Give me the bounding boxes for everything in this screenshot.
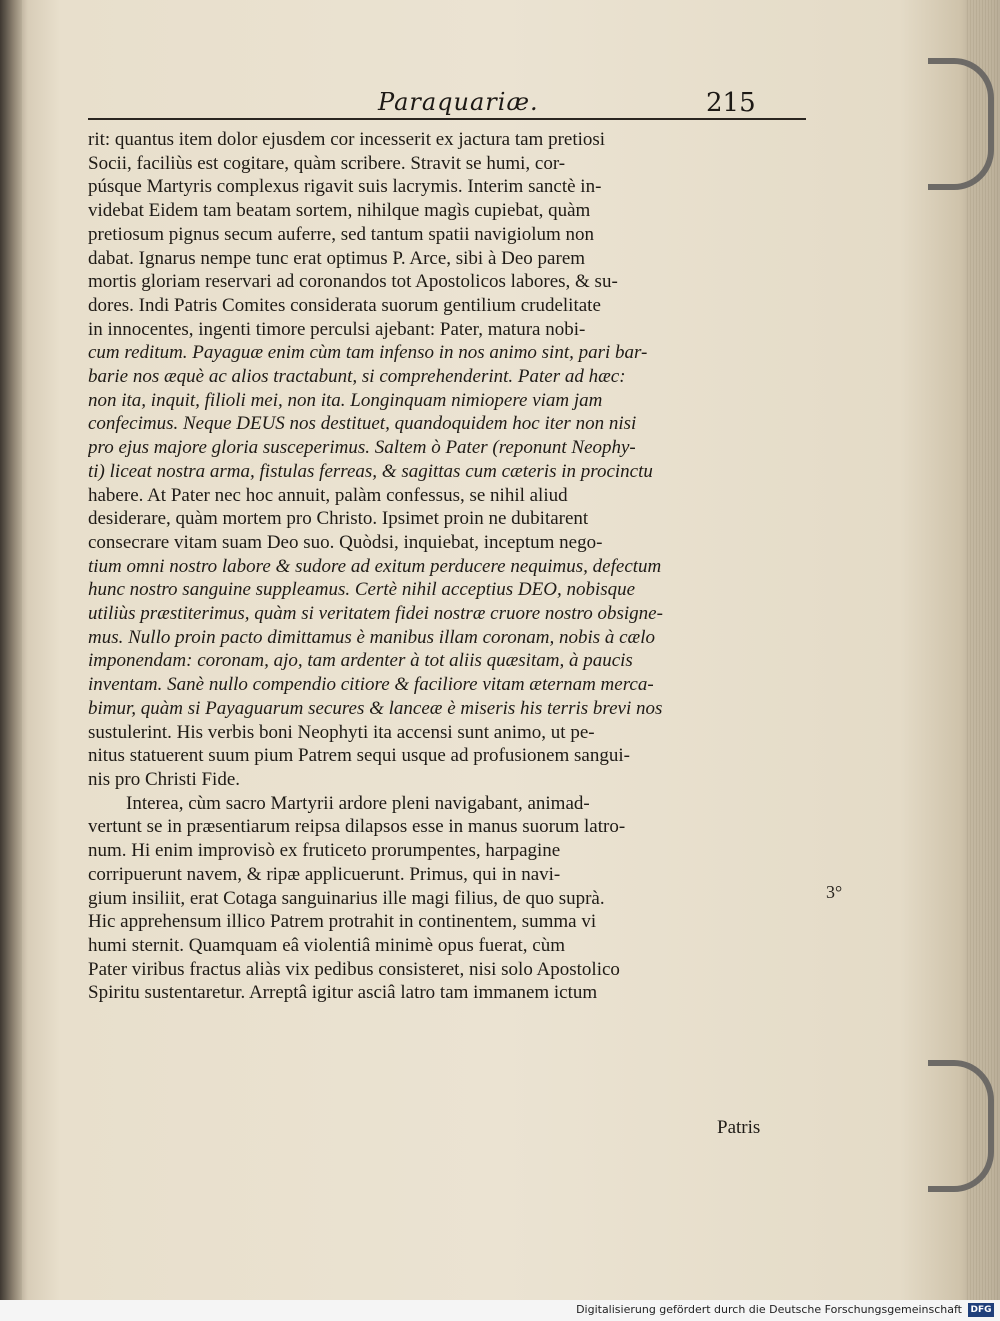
text-line: Hic apprehensum illico Patrem protrahit in continentem, summa vi bbox=[88, 911, 597, 933]
text-line: rit: quantus item dolor ejusdem cor incesserit ex jactura tam pretiosi bbox=[88, 129, 606, 150]
text-line: nitus statuerent suum pium Patrem sequi usque ad profusionem sangui- bbox=[88, 745, 630, 767]
text-line: vertunt se in præsentiarum reipsa dilapsos esse in manus suorum latro- bbox=[88, 816, 626, 838]
text-line: utiliùs præstiterimus, quàm si veritatem fidei nostræ cruore nostro obsigne- bbox=[88, 603, 663, 625]
text-line: dores. Indi Patris Comites considerata suorum gentilium crudelitate bbox=[88, 294, 601, 316]
binding-edge bbox=[0, 0, 22, 1300]
text-line: habere. At Pater nec hoc annuit, palàm confessus, se nihil aliud bbox=[88, 484, 568, 506]
text-line: confecimus. Neque DEUS nos destituet, quandoquidem hoc iter non nisi bbox=[88, 413, 637, 435]
text-line: pro ejus majore gloria susceperimus. Saltem ò Pater (reponunt Neophy- bbox=[88, 437, 636, 459]
margin-note: 3° bbox=[826, 882, 843, 902]
catchword: Patris bbox=[717, 1117, 761, 1138]
text-line: sustulerint. His verbis boni Neophyti ita accensi sunt animo, ut pe- bbox=[88, 721, 595, 743]
text-line: dabat. Ignarus nempe tunc erat optimus P. Arce, sibi à Deo parem bbox=[88, 247, 586, 269]
text-line: num. Hi enim improvisò ex fruticeto prorumpentes, harpagine bbox=[88, 840, 561, 862]
text-line: Pater viribus fractus aliàs vix pedibus consisteret, nisi solo Apostolico bbox=[88, 958, 620, 980]
text-line: hunc nostro sanguine suppleamus. Certè nihil acceptius DEO, nobisque bbox=[88, 579, 636, 601]
text-line: barie nos æquè ac alios tractabunt, si comprehenderint. Pater ad hæc: bbox=[88, 366, 626, 388]
text-line: Socii, faciliùs est cogitare, quàm scribere. Stravit se humi, cor- bbox=[88, 152, 566, 174]
running-title: Paraquariæ. bbox=[378, 88, 539, 116]
body-text bbox=[88, 128, 808, 1005]
text-line: púsque Martyris complexus rigavit suis lacrymis. Interim sanctè in- bbox=[88, 176, 602, 198]
text-line: cum reditum. Payaguæ enim cùm tam infenso in nos animo sint, pari bar- bbox=[88, 342, 648, 364]
page-number: 215 bbox=[706, 88, 756, 118]
text-line: desiderare, quàm mortem pro Christo. Ipsimet proin ne dubitarent bbox=[88, 508, 589, 530]
text-line: humi sternit. Quamquam eâ violentiâ minimè opus fuerat, cùm bbox=[88, 934, 565, 956]
text-line: Spiritu sustentaretur. Arreptâ igitur asciâ latro tam immanem ictum bbox=[88, 982, 598, 1004]
text-line: ti) liceat nostra arma, fistulas ferreas, & sagittas cum cæteris in procinctu bbox=[88, 460, 653, 482]
digitization-footer bbox=[0, 1300, 1000, 1321]
text-line: bimur, quàm si Payaguarum secures & lanceæ è miseris his terris brevi nos bbox=[88, 697, 663, 719]
text-line: Interea, cùm sacro Martyrii ardore pleni navigabant, animad- bbox=[88, 792, 590, 814]
dfg-logo-icon[interactable]: DFG bbox=[968, 1303, 994, 1317]
header-rule bbox=[88, 118, 806, 120]
book-clip-icon bbox=[928, 58, 994, 190]
book-clip-icon bbox=[928, 1060, 994, 1192]
page-header bbox=[88, 88, 808, 122]
text-line: mus. Nullo proin pacto dimittamus è manibus illam coronam, nobis à cælo bbox=[88, 626, 656, 648]
text-line: tium omni nostro labore & sudore ad exitum perducere nequimus, defectum bbox=[88, 555, 662, 577]
text-line: corripuerunt navem, & ripæ applicuerunt. Primus, qui in navi- bbox=[88, 863, 561, 885]
text-line: inventam. Sanè nullo compendio citiore & faciliore vitam æternam merca- bbox=[88, 674, 654, 696]
text-line: videbat Eidem tam beatam sortem, nihilque magìs cupiebat, quàm bbox=[88, 200, 591, 222]
footer-credit[interactable]: Digitalisierung gefördert durch die Deutsche Forschungsgemeinschaft bbox=[576, 1303, 962, 1316]
text-line: mortis gloriam reservari ad coronandos tot Apostolicos labores, & su- bbox=[88, 271, 618, 293]
text-line: gium insiliit, erat Cotaga sanguinarius ille magi filius, de quo suprà. bbox=[88, 887, 605, 909]
text-line: non ita, inquit, filioli mei, non ita. Longinquam nimiopere viam jam bbox=[88, 389, 603, 411]
text-line: consecrare vitam suam Deo suo. Quòdsi, inquiebat, inceptum nego- bbox=[88, 531, 603, 553]
text-line: in innocentes, ingenti timore perculsi ajebant: Pater, matura nobi- bbox=[88, 318, 586, 340]
text-line: imponendam: coronam, ajo, tam ardenter à tot aliis quæsitam, à paucis bbox=[88, 650, 633, 672]
text-line: nis pro Christi Fide. bbox=[88, 768, 241, 790]
text-line: pretiosum pignus secum auferre, sed tantum spatii navigiolum non bbox=[88, 223, 595, 245]
